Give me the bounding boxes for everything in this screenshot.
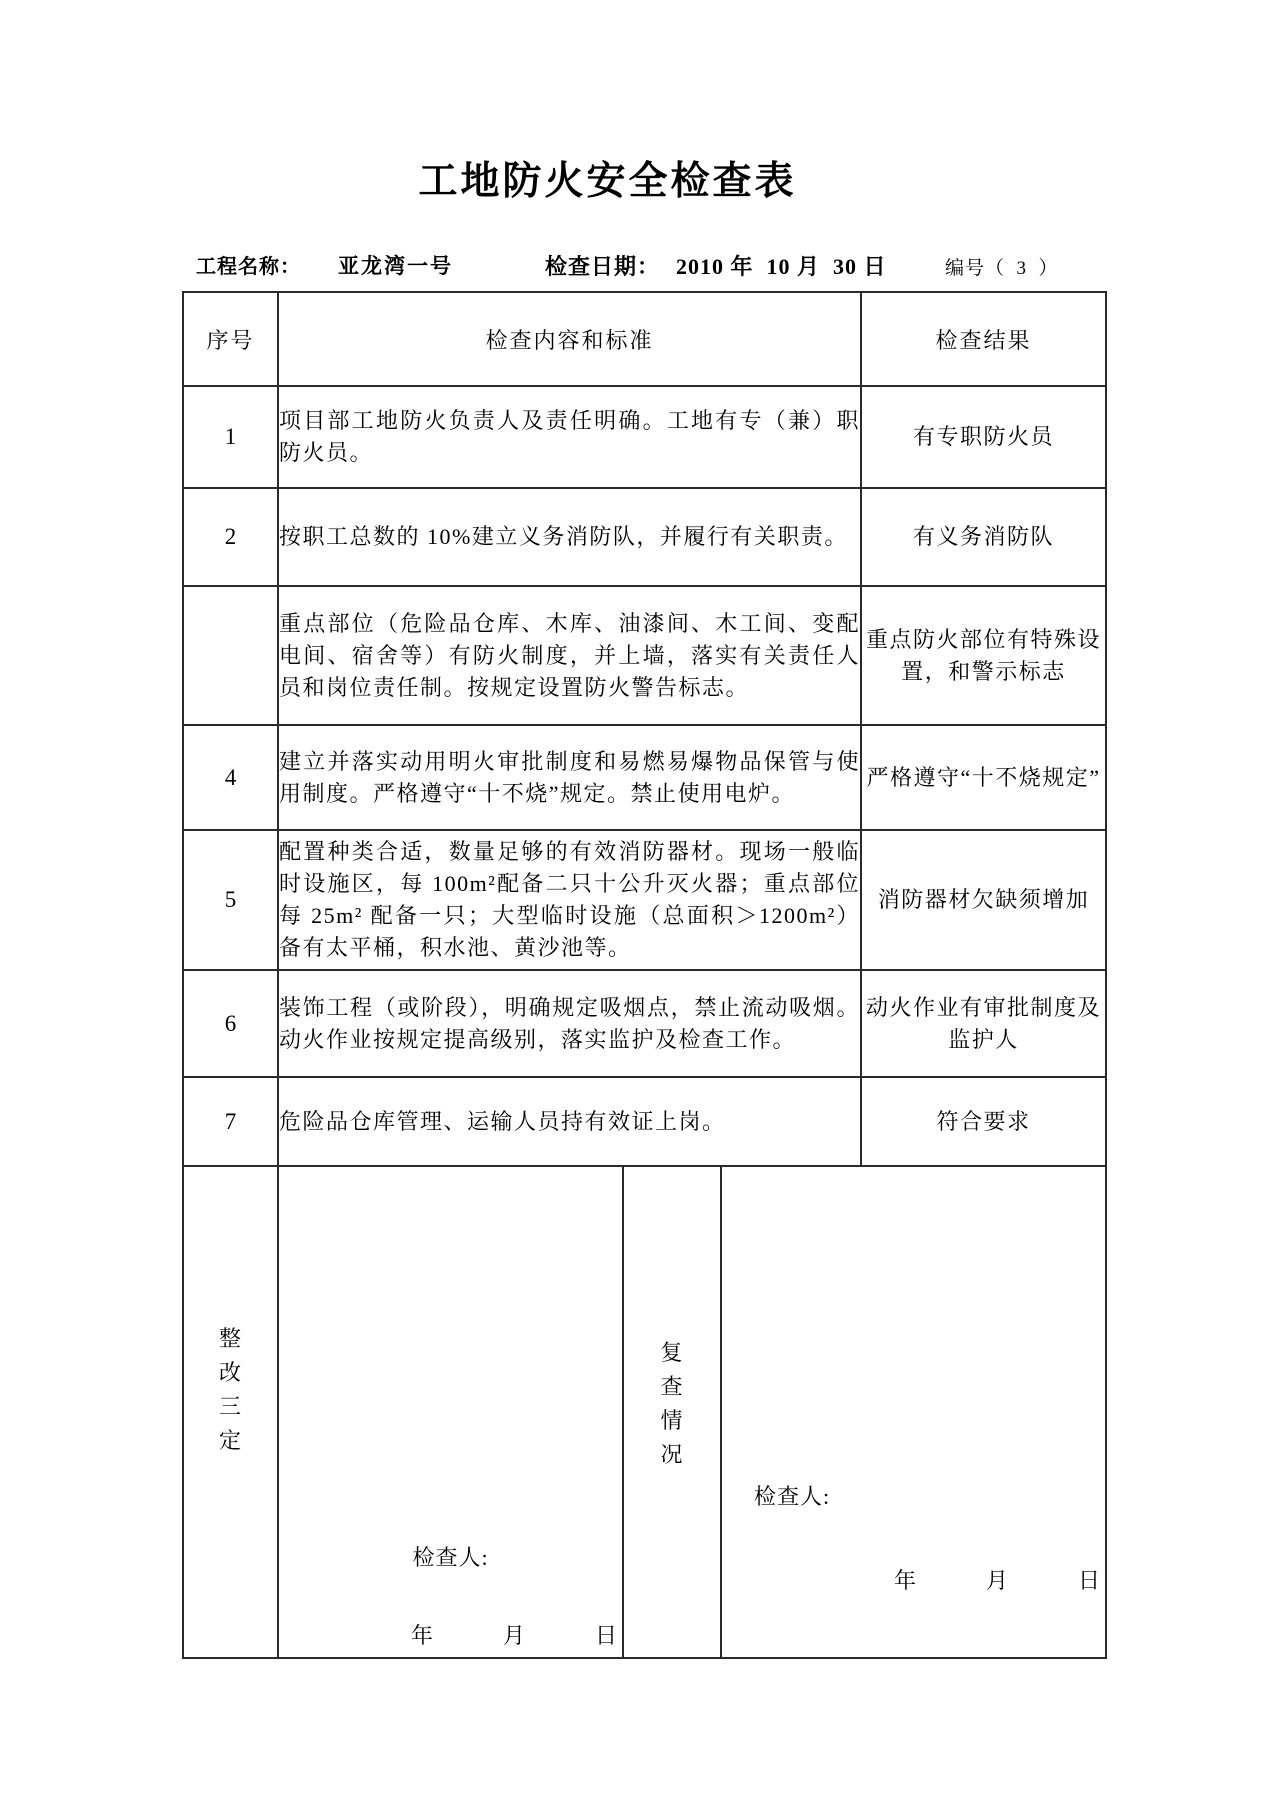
table-row: [183, 1077, 1106, 1166]
header-row: [183, 292, 1106, 386]
signoff-row: [183, 1166, 1106, 1658]
row-content: 建立并落实动用明火审批制度和易燃易爆物品保管与使用制度。严格遵守“十不烧”规定。禁止使用电炉。: [278, 725, 861, 830]
table-row: [183, 488, 1106, 586]
table-row: [183, 586, 1106, 725]
signoff-table: [182, 1165, 1107, 1659]
header-content: 检查内容和标准: [278, 292, 861, 386]
project-name-label: 工程名称：: [196, 256, 301, 278]
row-content: 重点部位（危险品仓库、木库、油漆间、木工间、变配电间、宿舍等）有防火制度，并上墙，落实有关责任人员和岗位责任制。按规定设置防火警告标志。: [278, 586, 861, 725]
recheck-signoff-cell: [721, 1166, 1106, 1658]
row-result: 严格遵守“十不烧规定”: [861, 725, 1106, 830]
inspection-date-label: 检查日期：: [545, 254, 661, 279]
row-content: 危险品仓库管理、运输人员持有效证上岗。: [278, 1077, 861, 1166]
row-number: 5: [183, 830, 278, 970]
rectify-three-fix-label: 整改三定: [218, 1326, 242, 1453]
date-line: 年 月 日: [410, 1623, 618, 1648]
row-content: 按职工总数的 10%建立义务消防队，并履行有关职责。: [278, 488, 861, 586]
row-result: 有专职防火员: [861, 386, 1106, 488]
row-result: 重点防火部位有特殊设置，和警示标志: [861, 586, 1106, 725]
row-number: 4: [183, 725, 278, 830]
recheck-cell: [623, 1166, 721, 1658]
table-row: [183, 386, 1106, 488]
row-result: 动火作业有审批制度及监护人: [861, 970, 1106, 1077]
row-number: 2: [183, 488, 278, 586]
row-number: 1: [183, 386, 278, 488]
page-title: 工地防火安全检查表: [418, 160, 797, 203]
row-number: [183, 586, 278, 725]
table-row: [183, 725, 1106, 830]
header-result: 检查结果: [861, 292, 1106, 386]
row-content: 项目部工地防火负责人及责任明确。工地有专（兼）职防火员。: [278, 386, 861, 488]
row-content: 装饰工程（或阶段），明确规定吸烟点，禁止流动吸烟。动火作业按规定提高级别，落实监护及检查工作。: [278, 970, 861, 1077]
date-line: 年 月 日: [893, 1568, 1101, 1593]
table-row: [183, 970, 1106, 1077]
recheck-status-label: 复查情况: [660, 1340, 684, 1467]
row-number: 6: [183, 970, 278, 1077]
inspector-label: 检查人:: [412, 1545, 489, 1570]
rectify-cell: [183, 1166, 278, 1658]
row-result: 符合要求: [861, 1077, 1106, 1166]
serial-number: 编号（ 3 ）: [945, 258, 1059, 279]
row-content: 配置种类合适，数量足够的有效消防器材。现场一般临时设施区，每 100m²配备二只十公升灭火器；重点部位每 25m² 配备一只；大型临时设施（总面积＞1200m²）备有太平桶，积水池、黄沙池等。: [278, 830, 861, 970]
row-result: 消防器材欠缺须增加: [861, 830, 1106, 970]
row-result: 有义务消防队: [861, 488, 1106, 586]
row-number: 7: [183, 1077, 278, 1166]
inspection-date-value: 2010 年 10 月 30 日: [676, 254, 887, 279]
rectify-signoff-cell: [278, 1166, 623, 1658]
table-row: [183, 830, 1106, 970]
project-name-value: 亚龙湾一号: [338, 254, 453, 278]
inspector-label: 检查人:: [754, 1484, 831, 1509]
header-no: 序号: [183, 292, 278, 386]
inspection-table: [182, 291, 1107, 1167]
info-row: [182, 250, 1182, 290]
